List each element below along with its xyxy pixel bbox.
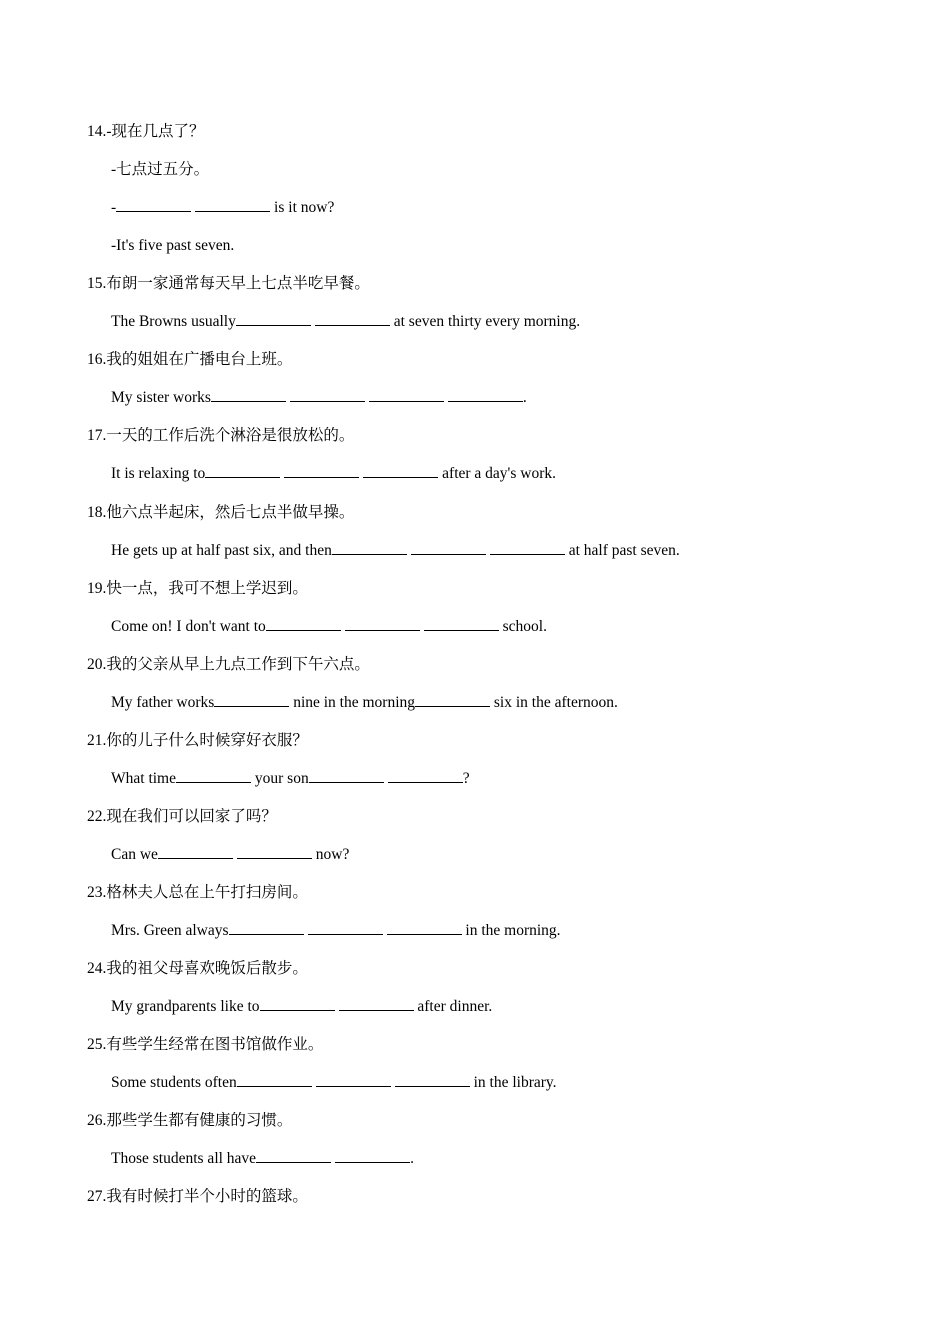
answer-text: My father works: [111, 693, 215, 711]
answer-line: [111, 617, 547, 637]
answer-line: [111, 921, 561, 941]
answer-blank[interactable]: [363, 476, 438, 478]
answer-blank[interactable]: [387, 933, 462, 935]
question-prompt: 21.你的儿子什么时候穿好衣服？: [87, 731, 308, 749]
answer-text: now?: [311, 845, 350, 863]
answer-text: It is relaxing to: [111, 465, 206, 483]
answer-blank[interactable]: [345, 629, 420, 631]
answer-text: .: [522, 389, 527, 407]
answer-blank[interactable]: [256, 1161, 331, 1163]
answer-text: after dinner.: [413, 998, 493, 1016]
question-prompt: 27.我有时候打半个小时的篮球。: [87, 1188, 308, 1206]
answer-text: at seven thirty every morning.: [389, 313, 581, 331]
answer-text: Some students often: [111, 1074, 237, 1092]
answer-text: in the library.: [469, 1074, 557, 1092]
answer-text: The Browns usually: [111, 313, 236, 331]
answer-blank[interactable]: [205, 476, 280, 478]
answer-text: -七点过五分。: [111, 161, 210, 179]
answer-blank[interactable]: [335, 1161, 410, 1163]
answer-text: Those students all have: [111, 1150, 257, 1168]
answer-blank[interactable]: [309, 781, 384, 783]
answer-line: [111, 1149, 414, 1169]
answer-text: Can we: [111, 845, 158, 863]
question-prompt: 23.格林夫人总在上午打扫房间。: [87, 884, 308, 901]
question-prompt: 25.有些学生经常在图书馆做作业。: [87, 1036, 324, 1054]
answer-blank[interactable]: [424, 629, 499, 631]
answer-line: [111, 198, 334, 218]
answer-line: [111, 160, 209, 180]
answer-text: school.: [498, 617, 547, 635]
answer-blank[interactable]: [339, 1009, 414, 1011]
answer-line: [111, 541, 680, 561]
question-prompt: 17.一天的工作后洗个淋浴是很放松的。: [87, 427, 355, 445]
answer-blank[interactable]: [237, 857, 312, 859]
answer-text: in the morning.: [461, 922, 561, 939]
question-prompt: 26.那些学生都有健康的习惯。: [87, 1112, 293, 1130]
answer-text: ?: [462, 769, 470, 787]
question-prompt: 20.我的父亲从早上九点工作到下午六点。: [87, 655, 370, 673]
question-prompt: 15.布朗一家通常每天早上七点半吃早餐。: [87, 275, 370, 293]
answer-blank[interactable]: [195, 210, 270, 212]
answer-text: your son: [251, 769, 309, 787]
answer-blank[interactable]: [214, 705, 289, 707]
answer-text: -: [111, 199, 117, 217]
answer-text: What time: [111, 769, 176, 787]
answer-blank[interactable]: [229, 933, 304, 935]
answer-blank[interactable]: [284, 476, 359, 478]
answer-blank[interactable]: [266, 629, 341, 631]
question-prompt: 19.快一点，我可不想上学迟到。: [87, 579, 308, 597]
answer-text: .: [410, 1150, 414, 1168]
answer-line: [111, 312, 580, 332]
answer-line: [111, 1073, 557, 1093]
answer-blank[interactable]: [411, 553, 486, 555]
answer-blank[interactable]: [176, 781, 251, 783]
answer-line: [111, 693, 618, 713]
answer-text: Mrs. Green always: [111, 922, 229, 939]
answer-blank[interactable]: [308, 933, 383, 935]
answer-blank[interactable]: [116, 210, 191, 212]
answer-blank[interactable]: [316, 1085, 391, 1087]
answer-line: [111, 769, 470, 789]
answer-blank[interactable]: [260, 1009, 335, 1011]
answer-blank[interactable]: [211, 400, 286, 402]
answer-line: [111, 464, 556, 484]
answer-blank[interactable]: [315, 324, 390, 326]
answer-text: at half past seven.: [564, 541, 680, 559]
answer-text: -It's five past seven.: [111, 237, 235, 255]
answer-blank[interactable]: [388, 781, 463, 783]
answer-blank[interactable]: [237, 1085, 312, 1087]
answer-text: He gets up at half past six, and then: [111, 541, 332, 559]
answer-blank[interactable]: [290, 400, 365, 402]
answer-line: [111, 236, 234, 256]
question-prompt: 14.-现在几点了？: [87, 123, 205, 140]
answer-text: My grandparents like to: [111, 998, 260, 1016]
question-prompt: 16.我的姐姐在广播电台上班。: [87, 351, 293, 369]
answer-blank[interactable]: [490, 553, 565, 555]
answer-blank[interactable]: [236, 324, 311, 326]
answer-text: after a day's work.: [438, 465, 556, 483]
answer-text: is it now?: [270, 199, 335, 217]
answer-line: [111, 388, 527, 408]
answer-blank[interactable]: [415, 705, 490, 707]
answer-text: nine in the morning: [289, 693, 416, 711]
answer-blank[interactable]: [158, 857, 233, 859]
answer-line: [111, 997, 492, 1017]
answer-blank[interactable]: [369, 400, 444, 402]
question-prompt: 24.我的祖父母喜欢晚饭后散步。: [87, 960, 308, 978]
answer-text: My sister works: [111, 389, 211, 407]
answer-line: [111, 845, 349, 865]
answer-text: Come on! I don't want to: [111, 617, 266, 635]
answer-blank[interactable]: [332, 553, 407, 555]
question-prompt: 18.他六点半起床，然后七点半做早操。: [87, 503, 355, 521]
question-prompt: 22.现在我们可以回家了吗？: [87, 807, 277, 825]
answer-blank[interactable]: [448, 400, 523, 402]
answer-text: six in the afternoon.: [490, 693, 618, 711]
answer-blank[interactable]: [395, 1085, 470, 1087]
